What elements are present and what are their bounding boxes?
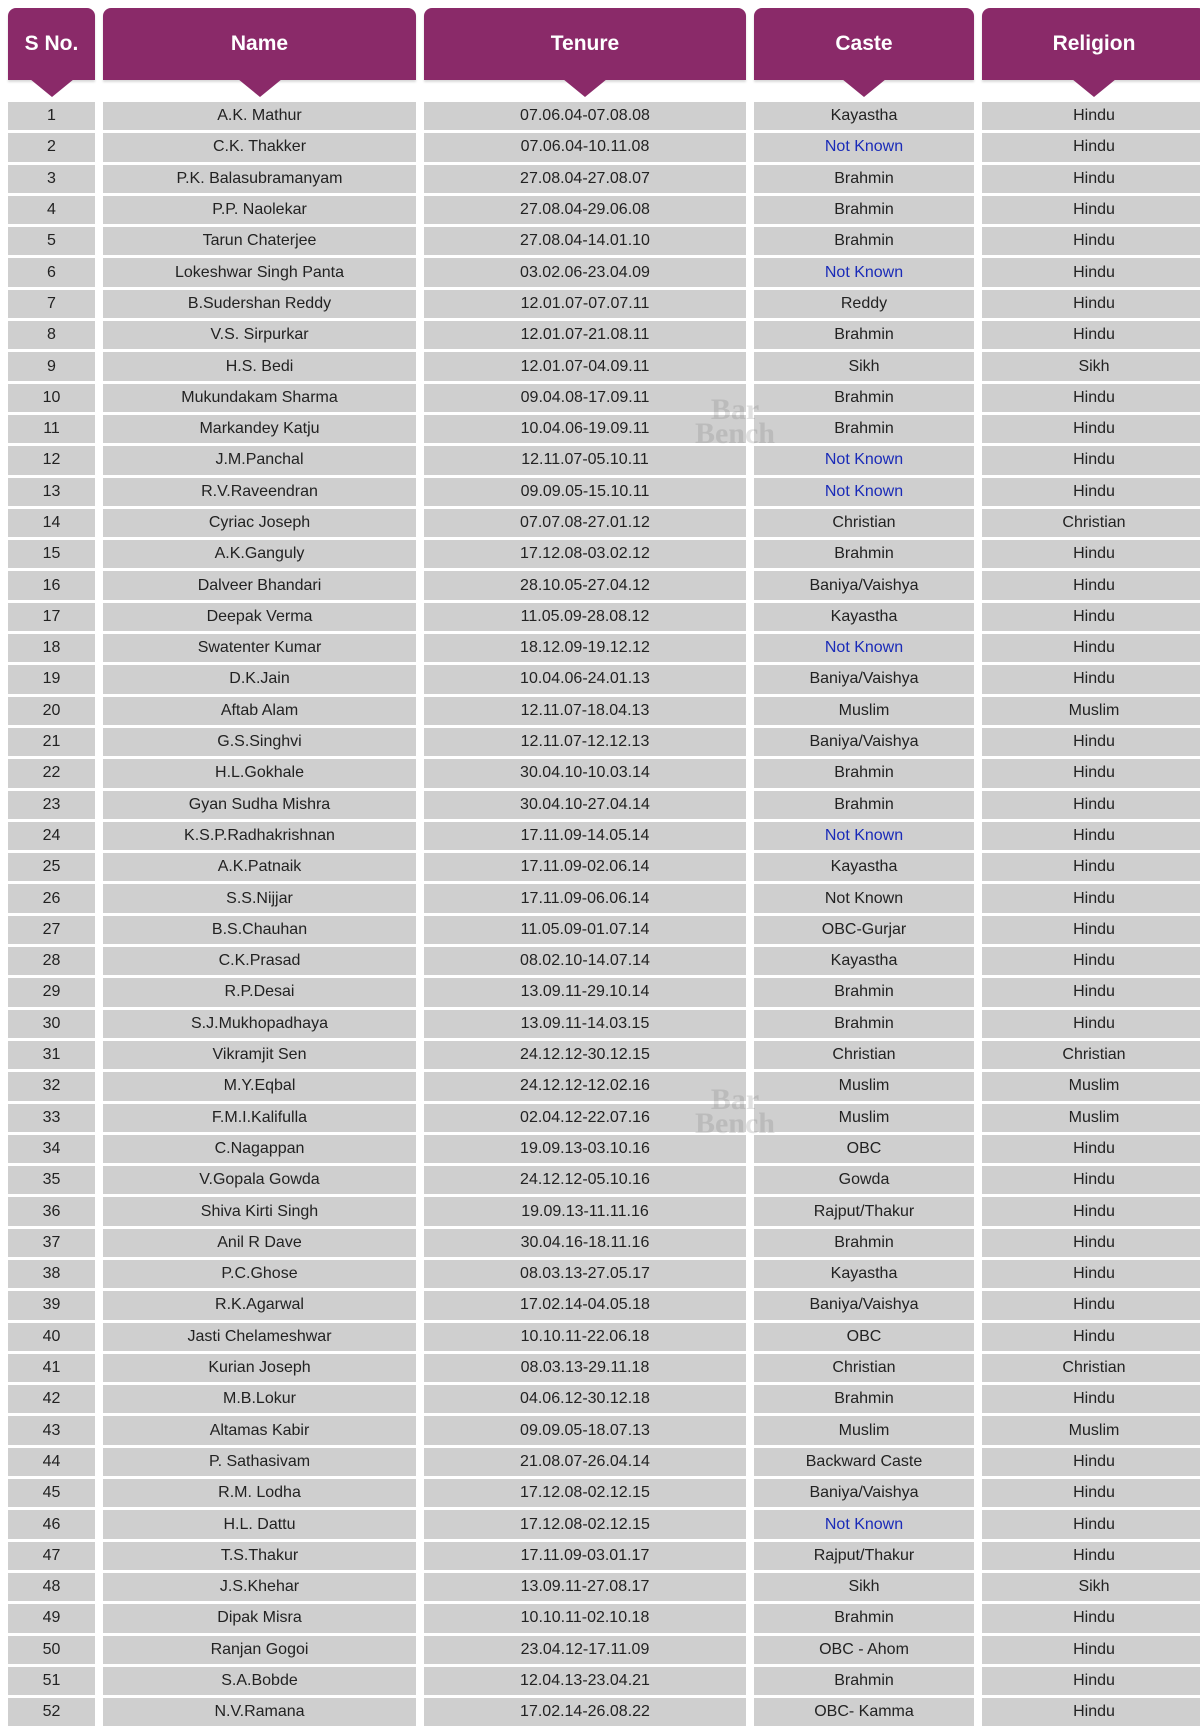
cell-tenure: 18.12.09-19.12.12 xyxy=(424,634,746,662)
cell-religion: Hindu xyxy=(982,1385,1200,1413)
cell-sno: 51 xyxy=(8,1667,95,1695)
cell-religion: Hindu xyxy=(982,165,1200,193)
cell-name: Gyan Sudha Mishra xyxy=(103,791,416,819)
cell-name: C.K. Thakker xyxy=(103,133,416,161)
cell-religion: Hindu xyxy=(982,478,1200,506)
cell-sno: 41 xyxy=(8,1354,95,1382)
cell-religion: Hindu xyxy=(982,1448,1200,1476)
cell-sno: 46 xyxy=(8,1510,95,1538)
cell-tenure: 12.01.07-21.08.11 xyxy=(424,321,746,349)
column-tenure xyxy=(424,0,746,1729)
cell-sno: 18 xyxy=(8,634,95,662)
cell-tenure: 17.11.09-02.06.14 xyxy=(424,853,746,881)
cell-sno: 9 xyxy=(8,352,95,380)
cell-tenure: 07.06.04-10.11.08 xyxy=(424,133,746,161)
cell-name: R.M. Lodha xyxy=(103,1479,416,1507)
cell-tenure: 24.12.12-30.12.15 xyxy=(424,1041,746,1069)
cell-name: J.S.Khehar xyxy=(103,1573,416,1601)
cell-name: F.M.I.Kalifulla xyxy=(103,1104,416,1132)
cell-sno: 42 xyxy=(8,1385,95,1413)
cell-religion: Hindu xyxy=(982,227,1200,255)
cell-tenure: 17.02.14-04.05.18 xyxy=(424,1291,746,1319)
cell-tenure: 08.02.10-14.07.14 xyxy=(424,947,746,975)
cell-sno: 43 xyxy=(8,1416,95,1444)
cell-sno: 21 xyxy=(8,728,95,756)
cell-name: G.S.Singhvi xyxy=(103,728,416,756)
cell-caste: Muslim xyxy=(754,697,974,725)
cell-caste: Kayastha xyxy=(754,102,974,130)
cell-name: J.M.Panchal xyxy=(103,446,416,474)
cell-caste: Kayastha xyxy=(754,603,974,631)
cell-name: R.K.Agarwal xyxy=(103,1291,416,1319)
header-tenure: Tenure xyxy=(424,8,746,80)
cell-religion: Hindu xyxy=(982,791,1200,819)
cell-tenure: 13.09.11-29.10.14 xyxy=(424,978,746,1006)
cell-caste: Baniya/Vaishya xyxy=(754,1479,974,1507)
cell-religion: Hindu xyxy=(982,571,1200,599)
cell-name: Altamas Kabir xyxy=(103,1416,416,1444)
cell-religion: Hindu xyxy=(982,634,1200,662)
cell-name: Ranjan Gogoi xyxy=(103,1636,416,1664)
cell-name: Anil R Dave xyxy=(103,1229,416,1257)
cell-name: M.Y.Eqbal xyxy=(103,1072,416,1100)
cell-caste: Brahmin xyxy=(754,1667,974,1695)
cell-caste: Not Known xyxy=(754,478,974,506)
cell-religion: Christian xyxy=(982,509,1200,537)
cell-religion: Hindu xyxy=(982,759,1200,787)
column-sno xyxy=(8,0,95,1729)
cell-tenure: 30.04.16-18.11.16 xyxy=(424,1229,746,1257)
cell-caste: Christian xyxy=(754,1041,974,1069)
cell-name: P.K. Balasubramanyam xyxy=(103,165,416,193)
cell-caste: Not Known xyxy=(754,822,974,850)
cell-tenure: 11.05.09-01.07.14 xyxy=(424,916,746,944)
cell-caste: Not Known xyxy=(754,634,974,662)
cell-name: H.L. Dattu xyxy=(103,1510,416,1538)
cell-caste: Baniya/Vaishya xyxy=(754,665,974,693)
header-sno: S No. xyxy=(8,8,95,80)
cell-sno: 32 xyxy=(8,1072,95,1100)
cell-tenure: 27.08.04-14.01.10 xyxy=(424,227,746,255)
cell-sno: 10 xyxy=(8,384,95,412)
cell-sno: 27 xyxy=(8,916,95,944)
cell-caste: Not Known xyxy=(754,446,974,474)
cell-caste: Brahmin xyxy=(754,1010,974,1038)
cell-caste: Reddy xyxy=(754,290,974,318)
cell-tenure: 27.08.04-27.08.07 xyxy=(424,165,746,193)
cell-tenure: 28.10.05-27.04.12 xyxy=(424,571,746,599)
cell-tenure: 30.04.10-27.04.14 xyxy=(424,791,746,819)
cell-sno: 44 xyxy=(8,1448,95,1476)
cell-name: B.Sudershan Reddy xyxy=(103,290,416,318)
cell-sno: 13 xyxy=(8,478,95,506)
cell-religion: Sikh xyxy=(982,1573,1200,1601)
cell-name: H.L.Gokhale xyxy=(103,759,416,787)
cell-caste: Rajput/Thakur xyxy=(754,1542,974,1570)
cell-caste: Kayastha xyxy=(754,853,974,881)
cell-name: Markandey Katju xyxy=(103,415,416,443)
cell-name: C.Nagappan xyxy=(103,1135,416,1163)
cell-caste: OBC- Kamma xyxy=(754,1698,974,1726)
cell-caste: Brahmin xyxy=(754,196,974,224)
cell-sno: 38 xyxy=(8,1260,95,1288)
cell-caste: Brahmin xyxy=(754,1229,974,1257)
cell-religion: Hindu xyxy=(982,1260,1200,1288)
cell-religion: Hindu xyxy=(982,665,1200,693)
cell-caste: Muslim xyxy=(754,1072,974,1100)
cell-sno: 19 xyxy=(8,665,95,693)
cell-sno: 6 xyxy=(8,258,95,286)
cell-name: Dalveer Bhandari xyxy=(103,571,416,599)
cell-tenure: 12.11.07-12.12.13 xyxy=(424,728,746,756)
cell-sno: 15 xyxy=(8,540,95,568)
cell-religion: Hindu xyxy=(982,540,1200,568)
cell-religion: Hindu xyxy=(982,196,1200,224)
cell-sno: 36 xyxy=(8,1197,95,1225)
cell-sno: 52 xyxy=(8,1698,95,1726)
cell-sno: 2 xyxy=(8,133,95,161)
cell-religion: Hindu xyxy=(982,1604,1200,1632)
cell-name: A.K.Patnaik xyxy=(103,853,416,881)
cell-tenure: 09.09.05-15.10.11 xyxy=(424,478,746,506)
cell-religion: Hindu xyxy=(982,603,1200,631)
cell-religion: Hindu xyxy=(982,1010,1200,1038)
cell-religion: Muslim xyxy=(982,697,1200,725)
watermark-line2: Bench xyxy=(694,1107,775,1140)
cell-sno: 12 xyxy=(8,446,95,474)
cell-caste: OBC - Ahom xyxy=(754,1636,974,1664)
cell-sno: 33 xyxy=(8,1104,95,1132)
cell-caste: Gowda xyxy=(754,1166,974,1194)
cell-tenure: 19.09.13-03.10.16 xyxy=(424,1135,746,1163)
cell-tenure: 17.11.09-14.05.14 xyxy=(424,822,746,850)
cell-religion: Hindu xyxy=(982,1166,1200,1194)
cell-tenure: 08.03.13-27.05.17 xyxy=(424,1260,746,1288)
column-name xyxy=(103,0,416,1729)
cell-sno: 37 xyxy=(8,1229,95,1257)
cell-caste: Brahmin xyxy=(754,227,974,255)
cell-name: Swatenter Kumar xyxy=(103,634,416,662)
cell-sno: 45 xyxy=(8,1479,95,1507)
cell-name: Lokeshwar Singh Panta xyxy=(103,258,416,286)
cell-religion: Muslim xyxy=(982,1072,1200,1100)
cell-caste: Brahmin xyxy=(754,759,974,787)
cell-tenure: 17.12.08-02.12.15 xyxy=(424,1510,746,1538)
cell-tenure: 24.12.12-12.02.16 xyxy=(424,1072,746,1100)
cell-name: Kurian Joseph xyxy=(103,1354,416,1382)
cell-religion: Sikh xyxy=(982,352,1200,380)
cell-caste: Kayastha xyxy=(754,1260,974,1288)
cell-religion: Hindu xyxy=(982,102,1200,130)
cell-tenure: 07.07.08-27.01.12 xyxy=(424,509,746,537)
cell-tenure: 09.09.05-18.07.13 xyxy=(424,1416,746,1444)
cell-sno: 39 xyxy=(8,1291,95,1319)
cell-sno: 30 xyxy=(8,1010,95,1038)
cell-tenure: 17.12.08-03.02.12 xyxy=(424,540,746,568)
cell-tenure: 10.10.11-22.06.18 xyxy=(424,1323,746,1351)
cell-caste: Muslim xyxy=(754,1104,974,1132)
cell-sno: 47 xyxy=(8,1542,95,1570)
cell-religion: Hindu xyxy=(982,1229,1200,1257)
cell-caste: Baniya/Vaishya xyxy=(754,728,974,756)
watermark-line1: Bar xyxy=(710,393,760,426)
cell-name: P. Sathasivam xyxy=(103,1448,416,1476)
cell-sno: 20 xyxy=(8,697,95,725)
cell-caste: Baniya/Vaishya xyxy=(754,571,974,599)
cell-tenure: 04.06.12-30.12.18 xyxy=(424,1385,746,1413)
cell-sno: 24 xyxy=(8,822,95,850)
cell-name: Mukundakam Sharma xyxy=(103,384,416,412)
cell-tenure: 08.03.13-29.11.18 xyxy=(424,1354,746,1382)
cell-name: C.K.Prasad xyxy=(103,947,416,975)
cell-sno: 34 xyxy=(8,1135,95,1163)
cell-tenure: 02.04.12-22.07.16 xyxy=(424,1104,746,1132)
cell-name: A.K.Ganguly xyxy=(103,540,416,568)
cell-religion: Hindu xyxy=(982,133,1200,161)
cell-name: Deepak Verma xyxy=(103,603,416,631)
cell-caste: Brahmin xyxy=(754,540,974,568)
cell-religion: Hindu xyxy=(982,1510,1200,1538)
cell-tenure: 17.11.09-06.06.14 xyxy=(424,884,746,912)
cell-name: S.J.Mukhopadhaya xyxy=(103,1010,416,1038)
cell-sno: 5 xyxy=(8,227,95,255)
cell-name: Shiva Kirti Singh xyxy=(103,1197,416,1225)
cell-religion: Hindu xyxy=(982,978,1200,1006)
cell-tenure: 21.08.07-26.04.14 xyxy=(424,1448,746,1476)
cell-name: V.Gopala Gowda xyxy=(103,1166,416,1194)
cell-religion: Hindu xyxy=(982,1291,1200,1319)
cell-name: S.S.Nijjar xyxy=(103,884,416,912)
cell-name: M.B.Lokur xyxy=(103,1385,416,1413)
cell-caste: Sikh xyxy=(754,1573,974,1601)
cell-name: Jasti Chelameshwar xyxy=(103,1323,416,1351)
cell-name: R.P.Desai xyxy=(103,978,416,1006)
cell-religion: Hindu xyxy=(982,884,1200,912)
cell-tenure: 12.01.07-04.09.11 xyxy=(424,352,746,380)
cell-name: P.P. Naolekar xyxy=(103,196,416,224)
cell-sno: 16 xyxy=(8,571,95,599)
header-name: Name xyxy=(103,8,416,80)
cell-tenure: 17.02.14-26.08.22 xyxy=(424,1698,746,1726)
cell-tenure: 12.11.07-18.04.13 xyxy=(424,697,746,725)
cell-sno: 22 xyxy=(8,759,95,787)
column-caste xyxy=(754,0,974,1729)
cell-caste: Not Known xyxy=(754,1510,974,1538)
header-religion: Religion xyxy=(982,8,1200,80)
watermark-line2: Bench xyxy=(694,417,775,450)
cell-caste: Brahmin xyxy=(754,321,974,349)
cell-religion: Hindu xyxy=(982,1698,1200,1726)
cell-caste: Brahmin xyxy=(754,1604,974,1632)
cell-caste: Brahmin xyxy=(754,165,974,193)
cell-sno: 8 xyxy=(8,321,95,349)
cell-sno: 29 xyxy=(8,978,95,1006)
cell-caste: Rajput/Thakur xyxy=(754,1197,974,1225)
cell-name: N.V.Ramana xyxy=(103,1698,416,1726)
cell-religion: Hindu xyxy=(982,822,1200,850)
cell-tenure: 23.04.12-17.11.09 xyxy=(424,1636,746,1664)
cell-sno: 25 xyxy=(8,853,95,881)
cell-religion: Hindu xyxy=(982,1323,1200,1351)
cell-name: Aftab Alam xyxy=(103,697,416,725)
cell-sno: 31 xyxy=(8,1041,95,1069)
cell-religion: Hindu xyxy=(982,728,1200,756)
cell-sno: 17 xyxy=(8,603,95,631)
cell-caste: OBC xyxy=(754,1135,974,1163)
cell-tenure: 09.04.08-17.09.11 xyxy=(424,384,746,412)
cell-religion: Hindu xyxy=(982,384,1200,412)
cell-name: A.K. Mathur xyxy=(103,102,416,130)
cell-sno: 26 xyxy=(8,884,95,912)
cell-name: V.S. Sirpurkar xyxy=(103,321,416,349)
header-caste: Caste xyxy=(754,8,974,80)
cell-tenure: 13.09.11-14.03.15 xyxy=(424,1010,746,1038)
cell-religion: Hindu xyxy=(982,1135,1200,1163)
cell-religion: Muslim xyxy=(982,1416,1200,1444)
cell-caste: Brahmin xyxy=(754,978,974,1006)
cell-tenure: 10.04.06-24.01.13 xyxy=(424,665,746,693)
cell-religion: Christian xyxy=(982,1041,1200,1069)
cell-religion: Hindu xyxy=(982,1636,1200,1664)
cell-religion: Hindu xyxy=(982,321,1200,349)
column-religion xyxy=(982,0,1200,1729)
cell-name: R.V.Raveendran xyxy=(103,478,416,506)
cell-tenure: 07.06.04-07.08.08 xyxy=(424,102,746,130)
cell-sno: 49 xyxy=(8,1604,95,1632)
cell-caste: Kayastha xyxy=(754,947,974,975)
cell-name: Dipak Misra xyxy=(103,1604,416,1632)
cell-religion: Hindu xyxy=(982,290,1200,318)
cell-tenure: 12.11.07-05.10.11 xyxy=(424,446,746,474)
cell-sno: 7 xyxy=(8,290,95,318)
cell-caste: Christian xyxy=(754,1354,974,1382)
cell-name: Vikramjit Sen xyxy=(103,1041,416,1069)
cell-sno: 1 xyxy=(8,102,95,130)
cell-caste: Not Known xyxy=(754,884,974,912)
cell-caste: Muslim xyxy=(754,1416,974,1444)
cell-sno: 35 xyxy=(8,1166,95,1194)
cell-name: Tarun Chaterjee xyxy=(103,227,416,255)
cell-sno: 50 xyxy=(8,1636,95,1664)
cell-name: T.S.Thakur xyxy=(103,1542,416,1570)
cell-caste: Brahmin xyxy=(754,791,974,819)
cell-name: D.K.Jain xyxy=(103,665,416,693)
cell-sno: 28 xyxy=(8,947,95,975)
cell-sno: 48 xyxy=(8,1573,95,1601)
cell-caste: Christian xyxy=(754,509,974,537)
cell-religion: Hindu xyxy=(982,947,1200,975)
cell-tenure: 19.09.13-11.11.16 xyxy=(424,1197,746,1225)
cell-name: K.S.P.Radhakrishnan xyxy=(103,822,416,850)
watermark-line1: Bar xyxy=(710,1083,760,1116)
cell-tenure: 03.02.06-23.04.09 xyxy=(424,258,746,286)
cell-religion: Hindu xyxy=(982,258,1200,286)
cell-religion: Hindu xyxy=(982,1479,1200,1507)
cell-name: S.A.Bobde xyxy=(103,1667,416,1695)
cell-name: B.S.Chauhan xyxy=(103,916,416,944)
cell-name: P.C.Ghose xyxy=(103,1260,416,1288)
cell-religion: Hindu xyxy=(982,446,1200,474)
cell-religion: Christian xyxy=(982,1354,1200,1382)
cell-caste: Brahmin xyxy=(754,384,974,412)
cell-tenure: 10.10.11-02.10.18 xyxy=(424,1604,746,1632)
cell-name: H.S. Bedi xyxy=(103,352,416,380)
cell-religion: Hindu xyxy=(982,1667,1200,1695)
cell-tenure: 10.04.06-19.09.11 xyxy=(424,415,746,443)
cell-religion: Hindu xyxy=(982,1197,1200,1225)
cell-sno: 4 xyxy=(8,196,95,224)
cell-sno: 23 xyxy=(8,791,95,819)
cell-name: Cyriac Joseph xyxy=(103,509,416,537)
cell-caste: OBC xyxy=(754,1323,974,1351)
cell-tenure: 17.11.09-03.01.17 xyxy=(424,1542,746,1570)
cell-sno: 3 xyxy=(8,165,95,193)
cell-sno: 11 xyxy=(8,415,95,443)
cell-religion: Hindu xyxy=(982,415,1200,443)
cell-caste: Backward Caste xyxy=(754,1448,974,1476)
cell-tenure: 11.05.09-28.08.12 xyxy=(424,603,746,631)
cell-tenure: 30.04.10-10.03.14 xyxy=(424,759,746,787)
cell-caste: OBC-Gurjar xyxy=(754,916,974,944)
cell-tenure: 17.12.08-02.12.15 xyxy=(424,1479,746,1507)
cell-caste: Brahmin xyxy=(754,415,974,443)
cell-caste: Not Known xyxy=(754,258,974,286)
cell-religion: Hindu xyxy=(982,853,1200,881)
cell-caste: Brahmin xyxy=(754,1385,974,1413)
cell-caste: Sikh xyxy=(754,352,974,380)
cell-caste: Not Known xyxy=(754,133,974,161)
cell-caste: Baniya/Vaishya xyxy=(754,1291,974,1319)
cell-tenure: 24.12.12-05.10.16 xyxy=(424,1166,746,1194)
cell-tenure: 27.08.04-29.06.08 xyxy=(424,196,746,224)
cell-tenure: 13.09.11-27.08.17 xyxy=(424,1573,746,1601)
cell-religion: Muslim xyxy=(982,1104,1200,1132)
cell-tenure: 12.04.13-23.04.21 xyxy=(424,1667,746,1695)
cell-religion: Hindu xyxy=(982,1542,1200,1570)
cell-religion: Hindu xyxy=(982,916,1200,944)
cell-sno: 14 xyxy=(8,509,95,537)
cell-sno: 40 xyxy=(8,1323,95,1351)
cell-tenure: 12.01.07-07.07.11 xyxy=(424,290,746,318)
